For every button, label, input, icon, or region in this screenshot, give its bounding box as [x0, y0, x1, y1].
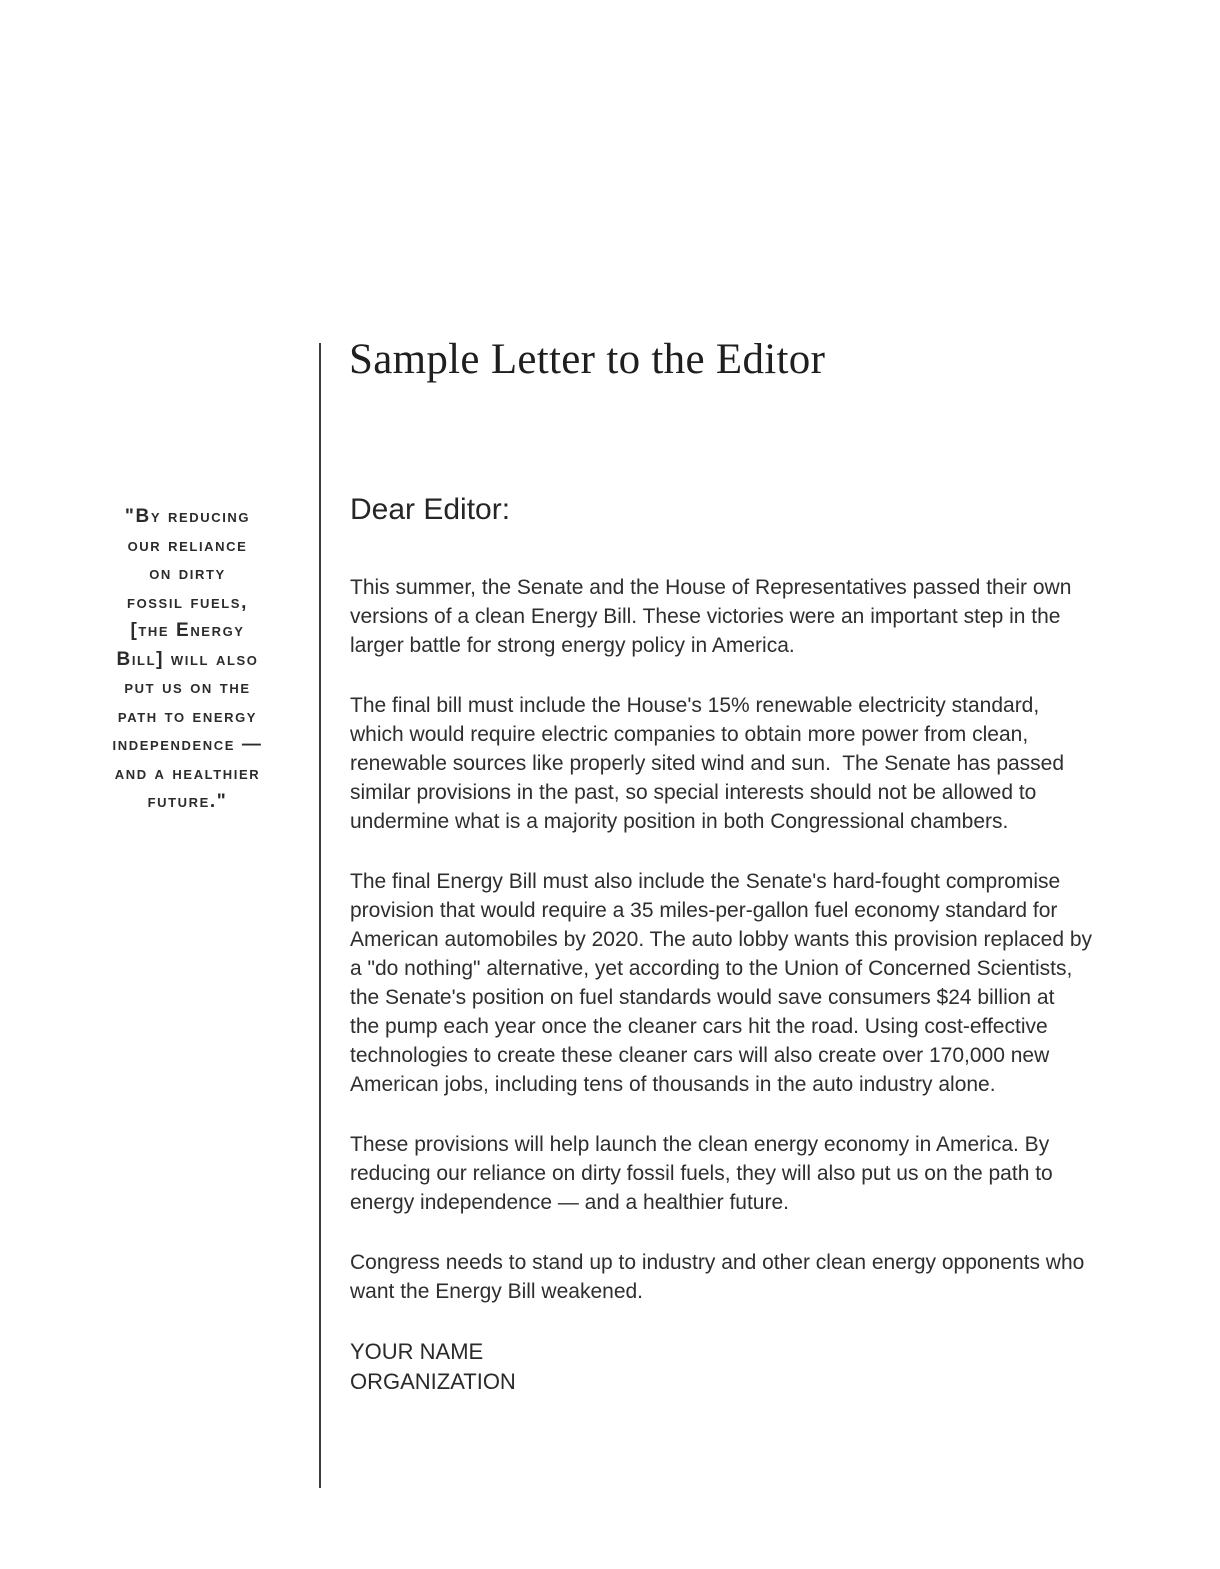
letter-line: energy independence — and a healthier future.	[350, 1191, 789, 1214]
letter-line: provision that would require a 35 miles-per-gallon fuel economy standard for	[350, 899, 1058, 922]
letter-line: The final bill must include the House's 15% renewable electricity standard,	[350, 694, 1040, 717]
pull-quote-line: on dirty	[149, 563, 226, 584]
letter-line: These provisions will help launch the clean energy economy in America. By	[350, 1133, 1050, 1156]
pull-quote-line: Bill] will also	[116, 648, 259, 670]
signature-name: YOUR NAME	[350, 1339, 484, 1364]
paragraph	[350, 1248, 1140, 1306]
letter-line: the pump each year once the cleaner cars hit the road. Using cost-effective	[350, 1015, 1048, 1038]
pull-quote-line: "By reducing	[124, 506, 251, 527]
paragraph	[350, 573, 1140, 660]
pull-quote-line: put us on the	[124, 677, 251, 698]
pull-quote-line: path to energy	[117, 705, 258, 727]
letter-line: Congress needs to stand up to industry and other clean energy opponents who	[350, 1251, 1085, 1274]
pull-quote-line: future."	[147, 791, 228, 812]
signature	[350, 1337, 1140, 1397]
letter-line: versions of a clean Energy Bill. These victories were an important step in the	[350, 605, 1061, 628]
letter-line: the Senate's position on fuel standards would save consumers $24 billion at	[350, 986, 1055, 1009]
paragraph	[350, 867, 1140, 1099]
letter-line: which would require electric companies to obtain more power from clean,	[350, 723, 1029, 746]
pull-quote-line: our reliance	[127, 534, 248, 556]
letter-line: This summer, the Senate and the House of Representatives passed their own	[350, 576, 1072, 599]
letter-line: American automobiles by 2020. The auto lobby wants this provision replaced by	[350, 928, 1093, 951]
pull-quote-line: [the Energy	[130, 620, 245, 641]
salutation: Dear Editor:	[350, 493, 511, 526]
letter-line: a "do nothing" alternative, yet according to the Union of Concerned Scientists,	[350, 957, 1073, 980]
letter-line: larger battle for strong energy policy in America.	[350, 634, 795, 657]
letter-line: undermine what is a majority position in both Congressional chambers.	[350, 810, 1009, 833]
letter-line: renewable sources like properly sited wind and sun. The Senate has passed	[350, 752, 1065, 775]
letter-line: want the Energy Bill weakened.	[350, 1280, 644, 1303]
signature-organization: ORGANIZATION	[350, 1369, 516, 1394]
pull-quote	[75, 503, 300, 817]
pull-quote-line: independence —	[112, 734, 263, 755]
paragraph	[350, 1130, 1140, 1217]
pull-quote-line: fossil fuels,	[127, 591, 248, 613]
letter-line: similar provisions in the past, so special interests should not be allowed to	[350, 781, 1037, 804]
letter-line: reducing our reliance on dirty fossil fuels, they will also put us on the path to	[350, 1162, 1053, 1185]
paragraph	[350, 691, 1140, 836]
pull-quote-line: and a healthier	[114, 762, 261, 784]
letter-line: The final Energy Bill must also include the Senate's hard-fought compromise	[350, 870, 1061, 893]
letter-line: American jobs, including tens of thousands in the auto industry alone.	[350, 1073, 996, 1096]
page-title: Sample Letter to the Editor	[349, 336, 826, 383]
vertical-rule	[319, 343, 321, 1488]
letter-body	[350, 492, 1140, 1397]
letter-line: technologies to create these cleaner cars will also create over 170,000 new	[350, 1044, 1050, 1067]
